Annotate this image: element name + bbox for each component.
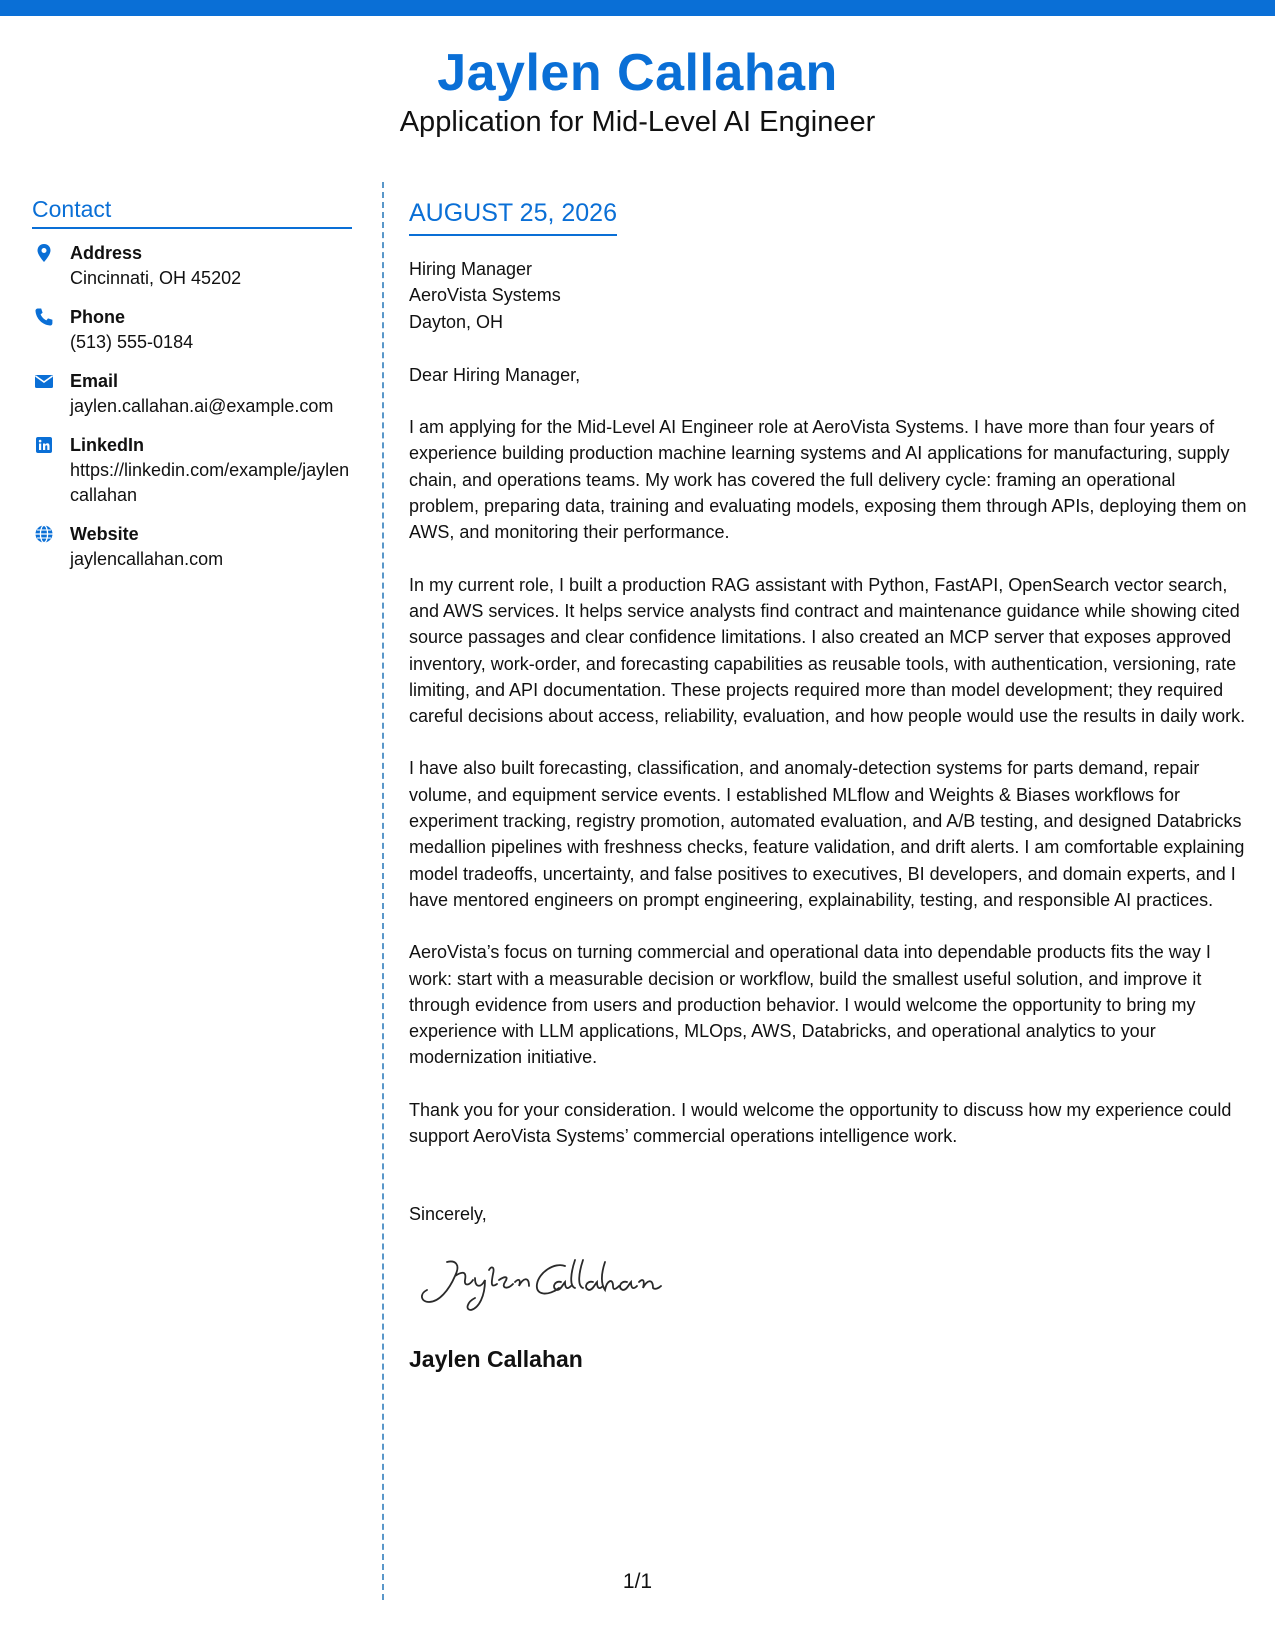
top-accent-bar — [0, 0, 1275, 16]
phone-icon — [34, 307, 54, 327]
contact-label: Address — [70, 243, 143, 263]
recipient-title: Hiring Manager — [409, 259, 533, 279]
contact-item-address — [32, 241, 352, 291]
body-paragraph: AeroVista’s focus on turning commercial and operational data into dependable products fits the way I work: start with a measurable decision or workflow, build the smallest useful solution, and improve it through evidence from users and production behavior. I would welcome the opportunity to bring my experience with LLM applications, MLOps, AWS, Databricks, and operational analytics to your modernization initiative. — [409, 942, 1211, 1068]
contact-label: Website — [70, 524, 139, 544]
contact-section-title: Contact — [32, 194, 352, 229]
body-paragraph: In my current role, I built a production RAG assistant with Python, FastAPI, OpenSearch vector search, and AWS services. It helps service analysts find contract and maintenance guidance while showing cited source passages and clear confidence limitations. I also created an MCP server that exposes approved inventory, work-order, and forecasting capabilities as reusable tools, with authentication, versioning, rate limiting, and API documentation. These projects required more than model development; they required careful decisions about access, reliability, evaluation, and how people would use the results in daily work. — [409, 574, 1246, 727]
letter-header — [0, 40, 1275, 140]
signature-graphic — [415, 1252, 675, 1322]
recipient-block — [409, 256, 1249, 335]
contact-value: Cincinnati, OH 45202 — [70, 268, 242, 288]
recipient-location: Dayton, OH — [409, 311, 504, 332]
contact-sidebar — [32, 194, 352, 586]
globe-icon — [34, 524, 54, 544]
letter-date: AUGUST 25, 2026 — [409, 196, 617, 236]
location-pin-icon — [34, 243, 54, 263]
contact-label: Email — [70, 371, 119, 391]
body-paragraph: I have also built forecasting, classification, and anomaly-detection systems for parts demand, repair volume, and equipment service events. I established MLflow and Weights & Biases workflows for experiment tracking, registry promotion, automated evaluation, and A/B testing, and designed Databricks medallion pipelines with freshness checks, feature validation, and drift alerts. I am comfortable explaining model tradeoffs, uncertainty, and false positives to executives, BI developers, and domain experts, and I have mentored engineers on prompt engineering, explainability, testing, and responsible AI practices. — [409, 758, 1245, 910]
handwritten-signature — [415, 1252, 1249, 1322]
contact-label: LinkedIn — [70, 435, 145, 455]
contact-item-website — [32, 522, 352, 572]
linkedin-icon — [34, 435, 54, 455]
application-subtitle: Application for Mid-Level AI Engineer — [399, 106, 876, 138]
signer-name: Jaylen Callahan — [409, 1345, 583, 1372]
applicant-name: Jaylen Callahan — [437, 44, 838, 102]
page-number: 1/1 — [622, 1570, 653, 1593]
closing: Sincerely, — [409, 1204, 487, 1225]
recipient-company: AeroVista Systems — [409, 285, 561, 306]
contact-value: https://linkedin.com/example/jaylencallahan — [70, 460, 350, 505]
email-icon — [34, 371, 54, 391]
contact-value: jaylen.callahan.ai@example.com — [70, 396, 334, 416]
contact-value: jaylencallahan.com — [70, 549, 224, 569]
contact-item-email — [32, 369, 352, 419]
body-paragraph: I am applying for the Mid-Level AI Engineer role at AeroVista Systems. I have more than four years of experience building production machine learning systems and AI applications for manufacturing, supply chain, and operations teams. My work has covered the full delivery cycle: framing an operational problem, preparing data, training and evaluating models, exposing them through APIs, deploying them on AWS, and monitoring their performance. — [409, 417, 1247, 543]
letter-body — [409, 196, 1249, 1374]
contact-label: Phone — [70, 307, 126, 327]
contact-item-linkedin — [32, 433, 352, 508]
body-paragraph: Thank you for your consideration. I would welcome the opportunity to discuss how my experience could support AeroVista Systems’ commercial operations intelligence work. — [409, 1099, 1232, 1147]
column-divider — [382, 182, 384, 1600]
contact-item-phone — [32, 305, 352, 355]
salutation: Dear Hiring Manager, — [409, 364, 581, 385]
contact-list — [32, 241, 352, 572]
contact-value: (513) 555-0184 — [70, 332, 194, 352]
